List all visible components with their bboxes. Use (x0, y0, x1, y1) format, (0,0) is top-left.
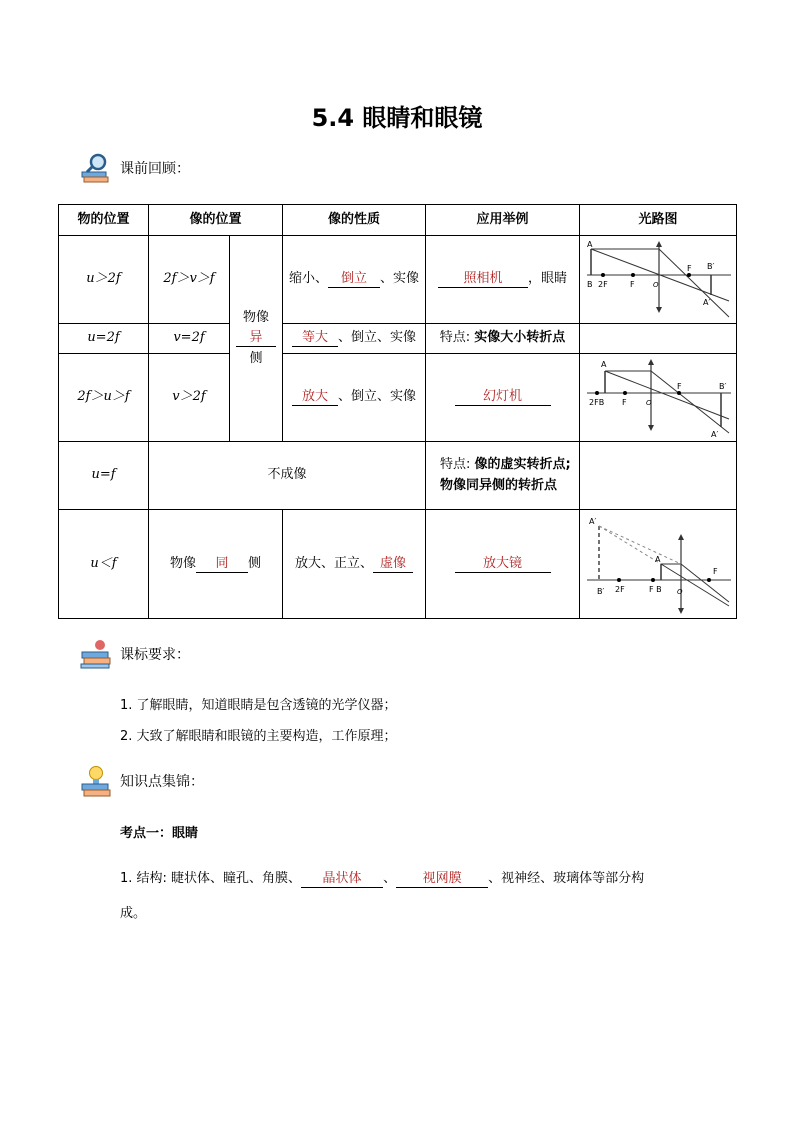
label-b-prime: B′ (597, 587, 605, 596)
app-blank: 幻灯机 (455, 389, 551, 406)
prop-blank: 倒立 (328, 271, 380, 288)
label-o: O (653, 280, 659, 289)
label-o: O (677, 588, 683, 596)
section-knowledge-label: 知识点集锦： (120, 774, 204, 790)
label-a: A (601, 359, 607, 369)
label-f-right: F (677, 381, 682, 391)
structure-mid: 、 (383, 871, 397, 886)
img-blank: 同 (196, 556, 248, 573)
requirement-item: 2. 大致了解眼睛和眼镜的主要构造，工作原理； (120, 729, 397, 744)
structure-post: 、视神经、玻璃体等部分构 (488, 871, 645, 886)
label-fb: F B (649, 585, 662, 594)
label-b-prime: B′ (707, 261, 715, 271)
prop-blank: 等大 (292, 330, 338, 347)
label-f-left: F (622, 397, 627, 407)
feature-label: 特点: (440, 457, 475, 473)
table-header-row (59, 205, 737, 236)
application-cell (426, 442, 580, 510)
feature-text-2: 物像同异侧的转折点 (440, 477, 558, 493)
application-cell (426, 354, 580, 442)
image-position-cell (149, 510, 283, 619)
side-blank: 异 (236, 330, 276, 347)
structure-line (120, 870, 644, 888)
section-review-heading (78, 152, 190, 184)
header-ray-diagram: 光路图 (580, 205, 737, 236)
label-o: O (646, 398, 652, 407)
label-a-prime: A′ (703, 297, 711, 307)
requirement-item: 1. 了解眼睛，知道眼睛是包含透镜的光学仪器； (120, 698, 397, 713)
page-title: 5.4 眼睛和眼镜 (311, 104, 483, 132)
label-a: A (587, 239, 593, 249)
label-a-prime: A′ (589, 517, 597, 526)
prop-post: 、实像 (380, 271, 420, 287)
label-a-prime: A′ (711, 429, 719, 439)
label-f-right: F (713, 567, 718, 576)
table-row (59, 510, 737, 619)
ray-diagram-cell (580, 236, 737, 324)
header-image-property: 像的性质 (283, 205, 426, 236)
magnifier-books-icon (78, 152, 114, 184)
ray-diagram-2 (583, 357, 733, 439)
header-object-position: 物的位置 (59, 205, 149, 236)
object-position-cell: 2f＞u＞f (59, 354, 149, 442)
section-requirement-heading (78, 638, 190, 670)
section-knowledge-heading (78, 764, 204, 798)
img-pre: 物像 (169, 555, 196, 571)
label-a: A (655, 555, 661, 564)
object-position-cell: u＜f (59, 510, 149, 619)
side-cell (230, 236, 283, 442)
image-property-cell (283, 510, 426, 619)
feature-label: 特点: (439, 330, 475, 346)
image-position-cell: v＞2f (149, 354, 230, 442)
side-post: 侧 (249, 350, 263, 366)
structure-blank-1: 晶状体 (301, 871, 383, 888)
image-position-cell: v=2f (149, 324, 230, 354)
ray-diagram-3 (583, 512, 733, 616)
books-icon (78, 638, 114, 670)
prop-pre: 放大、正立、 (295, 555, 374, 571)
structure-blank-2: 视网膜 (396, 871, 488, 888)
structure-pre: 1. 结构: 睫状体、瞳孔、角膜、 (120, 871, 302, 886)
label-f-left: F (630, 279, 635, 289)
prop-post: 、倒立、实像 (338, 330, 417, 346)
table-row (59, 354, 737, 442)
ray-diagram-cell (580, 510, 737, 619)
label-2f: 2F (615, 585, 625, 594)
app-blank: 照相机 (438, 271, 528, 288)
image-position-cell: 2f＞v＞f (149, 236, 230, 324)
ray-diagram-1 (583, 239, 733, 321)
image-property-cell (283, 236, 426, 324)
application-cell (426, 510, 580, 619)
image-property-cell (283, 354, 426, 442)
prop-post: 、倒立、实像 (338, 389, 417, 405)
lightbulb-books-icon (78, 764, 114, 798)
prop-blank: 放大 (292, 389, 338, 406)
no-image-cell: 不成像 (149, 442, 426, 510)
ray-diagram-cell-empty (580, 324, 737, 354)
table-row (59, 442, 737, 510)
section-requirement-label: 课标要求： (120, 647, 190, 663)
label-2f: 2F (598, 279, 608, 289)
prop-blank: 虚像 (373, 556, 413, 573)
ray-diagram-cell-empty (580, 442, 737, 510)
header-image-position: 像的位置 (149, 205, 283, 236)
point-heading: 考点一：眼睛 (120, 826, 199, 841)
object-position-cell: u=f (59, 442, 149, 510)
feature-text: 实像大小转折点 (474, 330, 566, 346)
object-position-cell: u=2f (59, 324, 149, 354)
label-2fb: 2FB (589, 397, 605, 407)
object-position-cell: u＞2f (59, 236, 149, 324)
img-post: 侧 (248, 555, 262, 571)
header-application: 应用举例 (426, 205, 580, 236)
application-cell (426, 236, 580, 324)
table-row (59, 236, 737, 324)
label-b: B (587, 279, 593, 289)
application-cell (426, 324, 580, 354)
prop-pre: 缩小、 (289, 271, 329, 287)
app-blank: 放大镜 (455, 556, 551, 573)
app-post: ，眼睛 (528, 271, 568, 287)
section-review-label: 课前回顾： (120, 161, 190, 177)
image-property-cell (283, 324, 426, 354)
lens-review-table (58, 204, 737, 619)
ray-diagram-cell (580, 354, 737, 442)
structure-line-2: 成。 (120, 906, 147, 921)
table-row (59, 324, 737, 354)
side-pre: 物像 (243, 310, 270, 326)
label-b-prime: B′ (719, 381, 727, 391)
label-f-right: F (687, 263, 692, 273)
feature-text-1: 像的虚实转折点; (474, 457, 571, 473)
